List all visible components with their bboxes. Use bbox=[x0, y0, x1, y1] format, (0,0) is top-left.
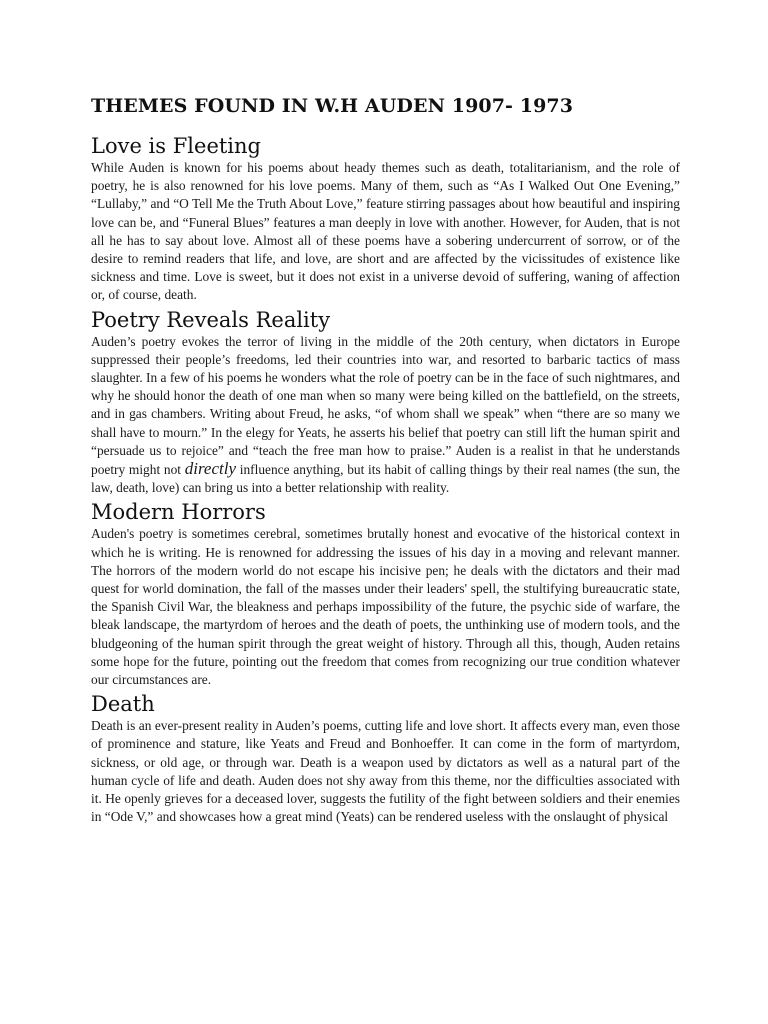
section-heading: Love is Fleeting bbox=[91, 134, 261, 158]
section-paragraph: While Auden is known for his poems about heady themes such as death, totalitarianism, and the role of poetry, he is also renowned for his love poems. Many of them, such as “As I Walked Out One Evening,” “Lullaby,” and “O Tell Me the Truth About Love,” feature stirring passages about how beautiful and inspiring love can be, and “Funeral Blues” features a man deeply in love with another. However, for Auden, that is not all he has to say about love. Almost all of these poems have a sobering undercurrent of sorrow, or of the desire to remind readers that life, and love, are short and are affected by the vicissitudes of existence like sickness and time. Love is sweet, but it does not exist in a universe devoid of suffering, waning of affection or, of course, death. bbox=[91, 160, 680, 303]
section-heading: Modern Horrors bbox=[91, 500, 266, 525]
section-poetry-reveals-reality bbox=[91, 307, 680, 498]
section-paragraph: Auden's poetry is sometimes cerebral, sometimes brutally honest and evocative of the historical context in which he is writing. He is renowned for addressing the issues of his day in a moving and relevant manner. The horrors of the modern world do not escape his incisive pen; he deals with the dictators and their mad quest for world domination, the fall of the masses under their leaders' spell, the stultifying bureaucratic state, the Spanish Civil War, the bleakness and perhaps impossibility of the future, the psychic side of warfare, the bleak landscape, the martyrdom of heroes and the death of poets, the unthinking use of modern tools, and the bludgeoning of the human spirit through the great weight of history. Through all this, though, Auden retains some hope for the future, pointing out the freedom that comes from recognizing our true condition whatever our circumstances are. bbox=[91, 526, 680, 688]
section-heading: Poetry Reveals Reality bbox=[91, 307, 331, 332]
section-heading: Death bbox=[91, 692, 155, 717]
paragraph-text: Auden’s poetry evokes the terror of living in the middle of the 20th century, when dictators in Europe suppressed their people’s freedoms, led their countries into war, and resorted to barbaric tactics of mass slaughter. In a few of his poems he wonders what the role of poetry can be in the face of such nightmares, and why he should honor the death of one man when so many were being killed on the battlefield, on the streets, and in gas chambers. Writing about Freud, he asks, “of whom shall we speak” when “there are so many we shall have to mourn.” In the elegy for Yeats, he asserts his belief that poetry can still lift the human spirit and “persuade us to rejoice” and “teach the free man how to praise.” Auden is a realist in that he understands poetry might not bbox=[91, 333, 680, 478]
document-title: THEMES FOUND IN W.H AUDEN 1907- 1973 bbox=[91, 95, 574, 117]
section-love-is-fleeting bbox=[91, 133, 680, 305]
section-death bbox=[91, 691, 680, 826]
section-paragraph: Death is an ever-present reality in Auden’s poems, cutting life and love short. It affects every man, even those of prominence and stature, like Yeats and Freud and Bonhoeffer. It can come in the form of martyrdom, sickness, or old age, or through war. Death is a weapon used by dictators as well as a natural part of the human cycle of life and death. Auden does not shy away from this theme, nor the difficulties associated with it. He openly grieves for a deceased lover, suggests the futility of the fight between soldiers and their enemies in “Ode V,” and showcases how a great mind (Yeats) can be rendered useless with the onslaught of physical bbox=[91, 718, 680, 825]
paragraph-text: influence anything, but its habit of calling things by their real names (the sun, the law, death, love) can bring us into a better relationship with reality. bbox=[91, 462, 680, 496]
emphasized-word: directly bbox=[184, 459, 237, 479]
section-modern-horrors bbox=[91, 499, 680, 689]
section-paragraph bbox=[91, 333, 680, 498]
